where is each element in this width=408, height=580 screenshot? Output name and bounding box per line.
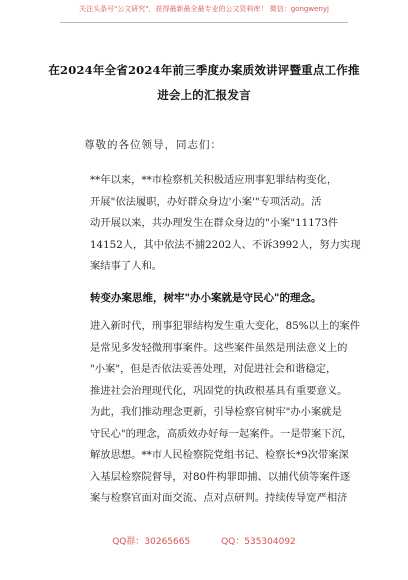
paragraph-line: 案结事了人和。 <box>90 260 163 272</box>
footer-contact <box>0 534 408 547</box>
paragraph-line: 开展"依法履职，办好群众身边'小案'"专项活动。活 <box>90 195 322 208</box>
paragraph-line: **年以来，**市检察机关积极适应刑事犯罪结构变化， <box>90 174 338 186</box>
header-banner: 关注头条号"公文研究"，获得最新最全最专业的公文资料库！ 微信：gongwenyj <box>79 5 329 13</box>
salutation: 尊敬的各位领导，同志们： <box>84 139 222 151</box>
section-subheading: 转变办案思维，树牢"办小案就是守民心"的理念。 <box>90 292 322 304</box>
paragraph-line: 案与检察官面对面交流、点对点研判。持续传导宽严相济 <box>90 492 348 504</box>
paragraph-line: 14152人，其中依法不捕2202人、不诉3992人，努力实现 <box>90 238 361 251</box>
document-title <box>48 58 360 108</box>
paragraph-line: "小案"，但是否依法妥善处理，对促进社会和谐稳定， <box>90 363 337 375</box>
paragraph-line: 入基层检察院督导，对80件构罪即捕、以捕代侦等案件逐 <box>90 470 351 483</box>
paragraph-line: 解放思想。**市人民检察院党组书记、检察长*9次带案深 <box>90 449 349 461</box>
paragraph-line: 为此，我们推动理念更新，引导检察官树牢"办小案就是 <box>90 406 342 418</box>
paragraph-1 <box>90 170 380 278</box>
paragraph-line: 动开展以来，共办理发生在群众身边的"小案"11173件 <box>90 217 339 229</box>
paragraph-line: 是常见多发轻微刑事案件。这些案件虽然是刑法意义上的 <box>90 341 348 354</box>
title-line: 在2024年全省2024年前三季度办案质效讲评暨重点工作推 <box>48 63 360 77</box>
paragraph-2 <box>90 316 380 510</box>
title-line: 进会上的汇报发言 <box>157 88 251 102</box>
footer-qq-number: QQ：535304092 <box>221 537 296 547</box>
footer-qq-group: QQ群：30265665 <box>112 537 191 547</box>
paragraph-line: 守民心"的理念，高质效办好每一起案件。一是带案下沉， <box>90 427 353 440</box>
paragraph-line: 推进社会治理现代化，巩固党的执政根基具有重要意义。 <box>90 384 348 397</box>
header-divider <box>60 22 348 23</box>
paragraph-line: 进入新时代，刑事犯罪结构发生重大变化，85%以上的案件 <box>90 320 361 332</box>
